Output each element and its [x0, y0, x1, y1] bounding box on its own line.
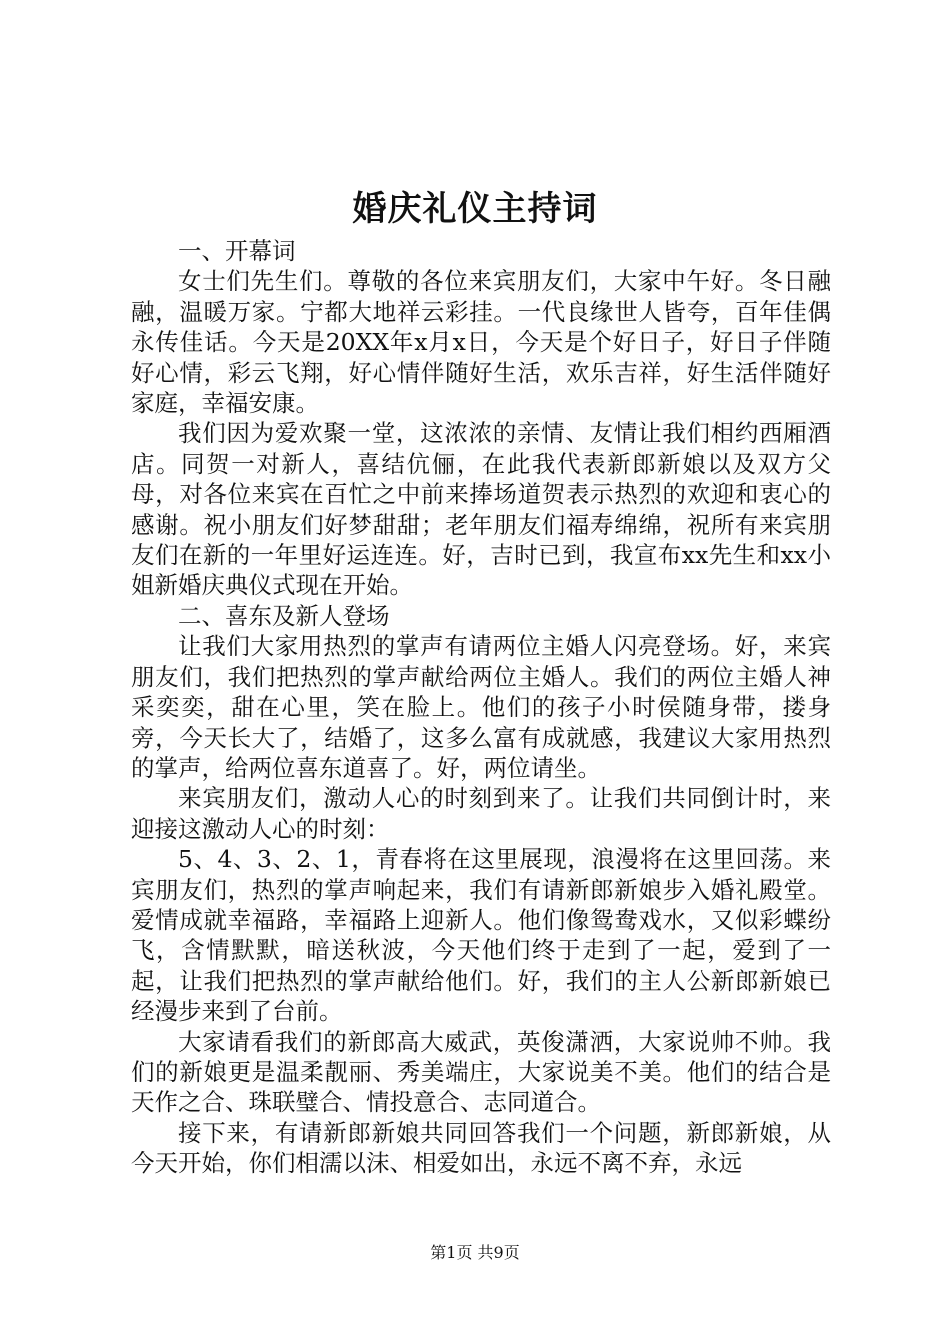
paragraph: 来宾朋友们，激动人心的时刻到来了。让我们共同倒计时，来迎接这激动人心的时刻：	[131, 784, 831, 843]
paragraph: 大家请看我们的新郎高大威武，英俊潇洒，大家说帅不帅。我们的新娘更是温柔靓丽、秀美端庄，大家说美不美。他们的结合是天作之合、珠联璧合、情投意合、志同道合。	[131, 1027, 831, 1117]
document-body	[131, 236, 831, 1179]
paragraph: 我们因为爱欢聚一堂，这浓浓的亲情、友情让我们相约西厢酒店。同贺一对新人，喜结伉俪，在此我代表新郎新娘以及双方父母，对各位来宾在百忙之中前来捧场道贺表示热烈的欢迎和衷心的感谢。祝小朋友们好梦甜甜；老年朋友们福寿绵绵，祝所有来宾朋友们在新的一年里好运连连。好，吉时已到，我宣布xx先生和xx小姐新婚庆典仪式现在开始。	[131, 419, 831, 600]
paragraph: 让我们大家用热烈的掌声有请两位主婚人闪亮登场。好，来宾朋友们，我们把热烈的掌声献给两位主婚人。我们的两位主婚人神采奕奕，甜在心里，笑在脸上。他们的孩子小时侯随身带，搂身旁，今天长大了，结婚了，这多么富有成就感，我建议大家用热烈的掌声，给两位喜东道喜了。好，两位请坐。	[131, 632, 831, 782]
section-heading-entrance: 二、喜东及新人登场	[178, 601, 390, 630]
paragraph: 女士们先生们。尊敬的各位来宾朋友们，大家中午好。冬日融融，温暖万家。宁都大地祥云彩挂。一代良缘世人皆夸，百年佳偶永传佳话。今天是20XX年x月x日，今天是个好日子，好日子伴随好心情，彩云飞翔，好心情伴随好生活，欢乐吉祥，好生活伴随好家庭，幸福安康。	[131, 267, 831, 418]
document-title: 婚庆礼仪主持词	[352, 189, 598, 229]
paragraph: 5、4、3、2、1，青春将在这里展现，浪漫将在这里回荡。来宾朋友们，热烈的掌声响起来，我们有请新郎新娘步入婚礼殿堂。爱情成就幸福路，幸福路上迎新人。他们像鸳鸯戏水，又似彩蝶纷飞，含情默默，暗送秋波，今天他们终于走到了一起，爱到了一起，让我们把热烈的掌声献给他们。好，我们的主人公新郎新娘已经漫步来到了台前。	[131, 845, 831, 1026]
section-heading-opening: 一、开幕词	[178, 237, 296, 265]
paragraph: 接下来，有请新郎新娘共同回答我们一个问题，新郎新娘，从今天开始，你们相濡以沫、相爱如出，永远不离不弃，永远	[131, 1118, 831, 1178]
page-footer: 第1页 共9页	[430, 1243, 520, 1262]
